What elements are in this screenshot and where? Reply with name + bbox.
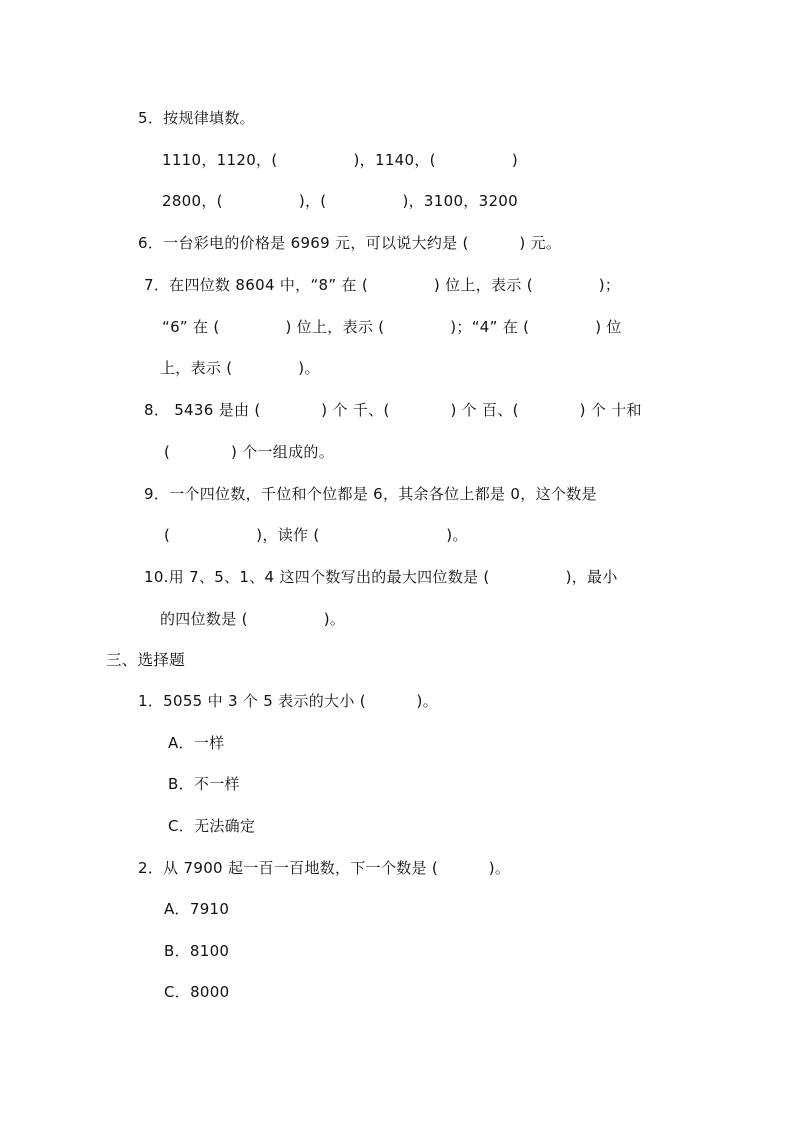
choice-q2-option-a: A．7910	[164, 900, 230, 918]
q7-line-3: 上，表示 ( )。	[160, 359, 320, 377]
q10-line-2: 的四位数是 ( )。	[160, 610, 346, 628]
q7-line-1: 7．在四位数 8604 中，“8” 在 ( ) 位上，表示 ( )；	[144, 276, 621, 294]
q6-text: 6．一台彩电的价格是 6969 元，可以说大约是 ( ) 元。	[138, 234, 562, 252]
q10-line-1: 10.用 7、5、1、4 这四个数写出的最大四位数是 ( )，最小	[144, 568, 618, 586]
q9-line-2: ( )，读作 ( )。	[164, 526, 468, 544]
choice-q2-option-c: C．8000	[164, 983, 230, 1001]
choice-q2: 2．从 7900 起一百一百地数，下一个数是 ( )。	[138, 859, 511, 877]
q5-sequence-1: 1110，1120，( )，1140，( )	[162, 151, 518, 169]
choice-q1-option-a: A．一样	[168, 734, 225, 752]
choice-q2-option-b: B．8100	[164, 942, 230, 960]
choice-q1-option-c: C．无法确定	[168, 817, 256, 835]
section-heading-choice: 三、选择题	[106, 651, 186, 669]
choice-q1-option-b: B．不一样	[168, 775, 240, 793]
choice-q1: 1．5055 中 3 个 5 表示的大小 ( )。	[138, 692, 438, 710]
q9-line-1: 9．一个四位数，千位和个位都是 6，其余各位上都是 0，这个数是	[144, 485, 597, 503]
q5-sequence-2: 2800，( )，( )，3100，3200	[162, 192, 518, 210]
q5-title: 5．按规律填数。	[138, 109, 255, 127]
q7-line-2: “6” 在 ( ) 位上，表示 ( )；“4” 在 ( ) 位	[162, 318, 622, 336]
q8-line-1: 8． 5436 是由 ( ) 个 千、( ) 个 百、( ) 个 十和	[144, 401, 642, 419]
q8-line-2: ( ) 个一组成的。	[164, 443, 334, 461]
